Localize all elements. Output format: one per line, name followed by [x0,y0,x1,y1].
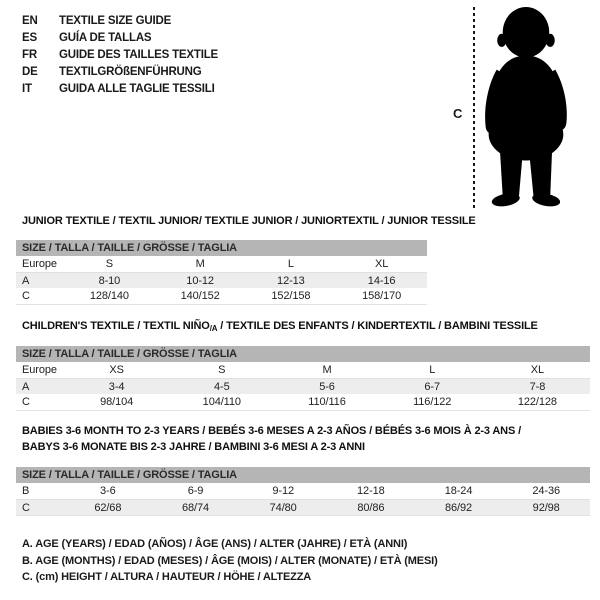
size-cell: L [287,258,294,270]
lang-row-en [22,13,218,30]
children-height-row [16,394,590,410]
children-size-header: SIZE / TALLA / TAILLE / GRÖSSE / TAGLIA [16,346,590,362]
height-cell: 128/140 [89,290,129,302]
months-cell: 18-24 [444,485,473,497]
size-cell: XL [374,258,389,270]
babies-height-row [16,499,590,515]
lang-row-it [22,81,218,98]
babies-table-title [22,424,521,455]
months-cell: 3-6 [100,485,116,497]
height-cell: 104/110 [202,396,241,408]
size-cell: S [105,258,113,270]
junior-table-title: JUNIOR TEXTILE / TEXTIL JUNIOR/ TEXTILE JUNIOR / JUNIORTEXTIL / JUNIOR TESSILE [22,215,476,227]
guide-title-es: GUÍA DE TALLAS [59,32,152,44]
row-label: B [22,485,30,497]
row-label: A [22,275,30,287]
babies-title-line2: BABYS 3-6 MONATE BIS 2-3 JAHRE / BAMBINI 3-6 MESI A 2-3 ANNI [22,440,365,453]
months-cell: 9-12 [272,485,294,497]
age-cell: 6-7 [424,381,441,393]
footnote-age-years: A. AGE (YEARS) / EDAD (AÑOS) / ÂGE (ANS) / ALTER (JAHRE) / ETÀ (ANNI) [22,538,408,550]
age-cell: 4-5 [214,381,230,393]
height-cell: 98/104 [100,396,134,408]
height-cell: 152/158 [271,290,311,302]
height-cell: 86/92 [445,502,473,514]
size-cell: XL [530,364,545,376]
guide-title-de: TEXTILGRÖßENFÜHRUNG [59,66,202,78]
height-cell: 74/80 [269,502,297,514]
height-measure-label: C [453,106,463,121]
footnote-age-months: B. AGE (MONTHS) / EDAD (MESES) / ÂGE (MOIS) / ALTER (MONATE) / ETÀ (MESI) [22,554,438,567]
junior-height-row [16,288,427,304]
row-label: A [22,381,30,393]
row-label: Europe [22,364,57,376]
children-table [16,346,590,411]
legend-footnotes [22,536,438,586]
age-cell: 12-13 [277,275,305,287]
lang-code: ES [22,32,37,44]
guide-title-fr: GUIDE DES TAILLES TEXTILE [59,49,218,61]
babies-size-header: SIZE / TALLA / TAILLE / GRÖSSE / TAGLIA [16,467,590,483]
footnote-height-cm: C. (cm) HEIGHT / ALTURA / HAUTEUR / HÖHE / ALTEZZA [22,571,312,583]
row-label: Europe [22,258,57,270]
lang-code: EN [22,15,38,27]
row-label: C [22,396,30,408]
lang-code: FR [22,49,37,61]
row-label: C [22,290,30,302]
lang-row-es [22,30,218,47]
height-cell: 110/116 [308,396,346,408]
row-label: C [22,502,30,514]
lang-code: DE [22,66,38,78]
age-cell: 8-10 [98,275,121,287]
children-age-row [16,378,590,394]
babies-table [16,467,590,516]
guide-title-it: GUIDA ALLE TAGLIE TESSILI [59,83,215,95]
junior-table [16,240,427,305]
height-cell: 116/122 [413,396,452,408]
height-cell: 158/170 [362,290,402,302]
size-cell: XS [109,364,124,376]
lang-row-fr [22,47,218,64]
months-cell: 12-18 [357,485,385,497]
babies-title-line1: BABIES 3-6 MONTH TO 2-3 YEARS / BEBÉS 3-6 MESES A 2-3 AÑOS / BÉBÉS 3-6 MOIS À 2-3 ANS / [22,425,521,437]
size-cell: M [195,258,205,270]
lang-row-de [22,64,218,81]
height-cell: 80/86 [357,502,385,514]
junior-size-header: SIZE / TALLA / TAILLE / GRÖSSE / TAGLIA [16,240,427,256]
babies-months-row [16,483,590,499]
lang-code: IT [22,83,32,95]
children-title-post: / TEXTILE DES ENFANTS / KINDERTEXTIL / BAMBINI TESSILE [217,320,538,332]
age-cell: 7-8 [529,381,546,393]
age-cell: 5-6 [319,381,335,393]
age-cell: 10-12 [186,275,214,287]
junior-age-row [16,272,427,288]
children-title-sub: /A [209,324,218,333]
children-table-title [22,320,538,333]
junior-europe-row [16,256,427,272]
children-europe-row [16,362,590,378]
height-cell: 92/98 [532,502,560,514]
guide-title-en: TEXTILE SIZE GUIDE [59,15,172,27]
height-cell: 122/128 [517,396,557,408]
height-dashed-line [473,7,475,208]
age-cell: 3-4 [108,381,125,393]
size-cell: M [322,364,332,376]
language-title-block [22,13,218,98]
toddler-silhouette [480,5,576,211]
height-cell: 68/74 [181,502,210,514]
age-cell: 14-16 [367,275,396,287]
months-cell: 6-9 [187,485,204,497]
size-cell: S [218,364,226,376]
height-cell: 140/152 [180,290,220,302]
children-title-pre: CHILDREN'S TEXTILE / TEXTIL NIÑO [22,320,210,332]
months-cell: 24-36 [532,485,561,497]
height-cell: 62/68 [94,502,122,514]
size-cell: L [429,364,436,376]
